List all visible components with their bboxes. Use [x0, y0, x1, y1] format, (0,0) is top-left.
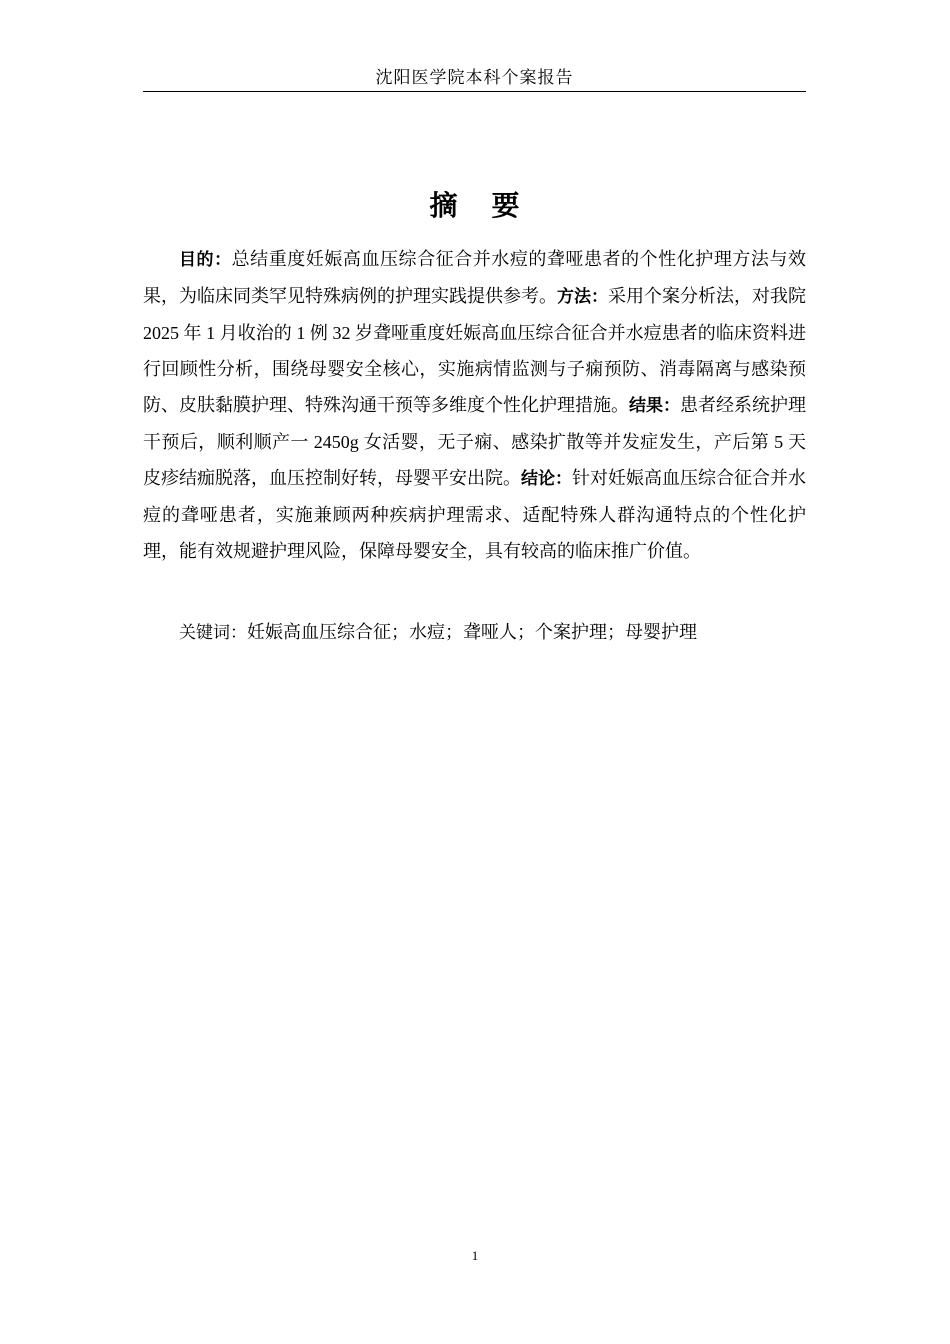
- title-char-1: 摘: [429, 189, 458, 222]
- keywords-line: [143, 614, 806, 651]
- results-text: 患者经系统护理干预后，顺利顺产一 2450g 女活婴，无子痫、感染扩散等并发症发生，产后第 5 天皮疹结痂脱落，血压控制好转，母婴平安出院。: [143, 395, 806, 488]
- abstract-title: [143, 186, 806, 226]
- running-header: 沈阳医学院本科个案报告: [375, 68, 574, 87]
- methods-label: 方法：: [557, 287, 608, 307]
- conclusion-text: 针对妊娠高血压综合征合并水痘的聋哑患者，实施兼顾两种疾病护理需求、适配特殊人群沟通特点的个性化护理，能有效规避护理风险，保障母婴安全，具有较高的临床推广价值。: [143, 468, 806, 561]
- page-number: 1: [471, 1248, 479, 1263]
- keywords-label: 关键词：: [179, 623, 247, 643]
- results-label: 结果：: [629, 396, 680, 416]
- methods-text: 采用个案分析法，对我院 2025 年 1 月收治的 1 例 32 岁聋哑重度妊娠高血压综合征合并水痘患者的临床资料进行回顾性分析，围绕母婴安全核心，实施病情监测与子痫预防、消毒隔离与感染预防、皮肤黏膜护理、特殊沟通干预等多维度个性化护理措施。: [143, 286, 806, 415]
- header-divider: [143, 91, 806, 92]
- purpose-text: 总结重度妊娠高血压综合征合并水痘的聋哑患者的个性化护理方法与效果，为临床同类罕见特殊病例的护理实践提供参考。: [143, 249, 807, 306]
- purpose-label: 目的：: [179, 250, 232, 270]
- abstract-body: [143, 241, 806, 569]
- title-char-2: 要: [491, 189, 520, 222]
- conclusion-label: 结论：: [521, 469, 572, 489]
- keywords-text: 妊娠高血压综合征；水痘；聋哑人；个案护理；母婴护理: [247, 622, 697, 642]
